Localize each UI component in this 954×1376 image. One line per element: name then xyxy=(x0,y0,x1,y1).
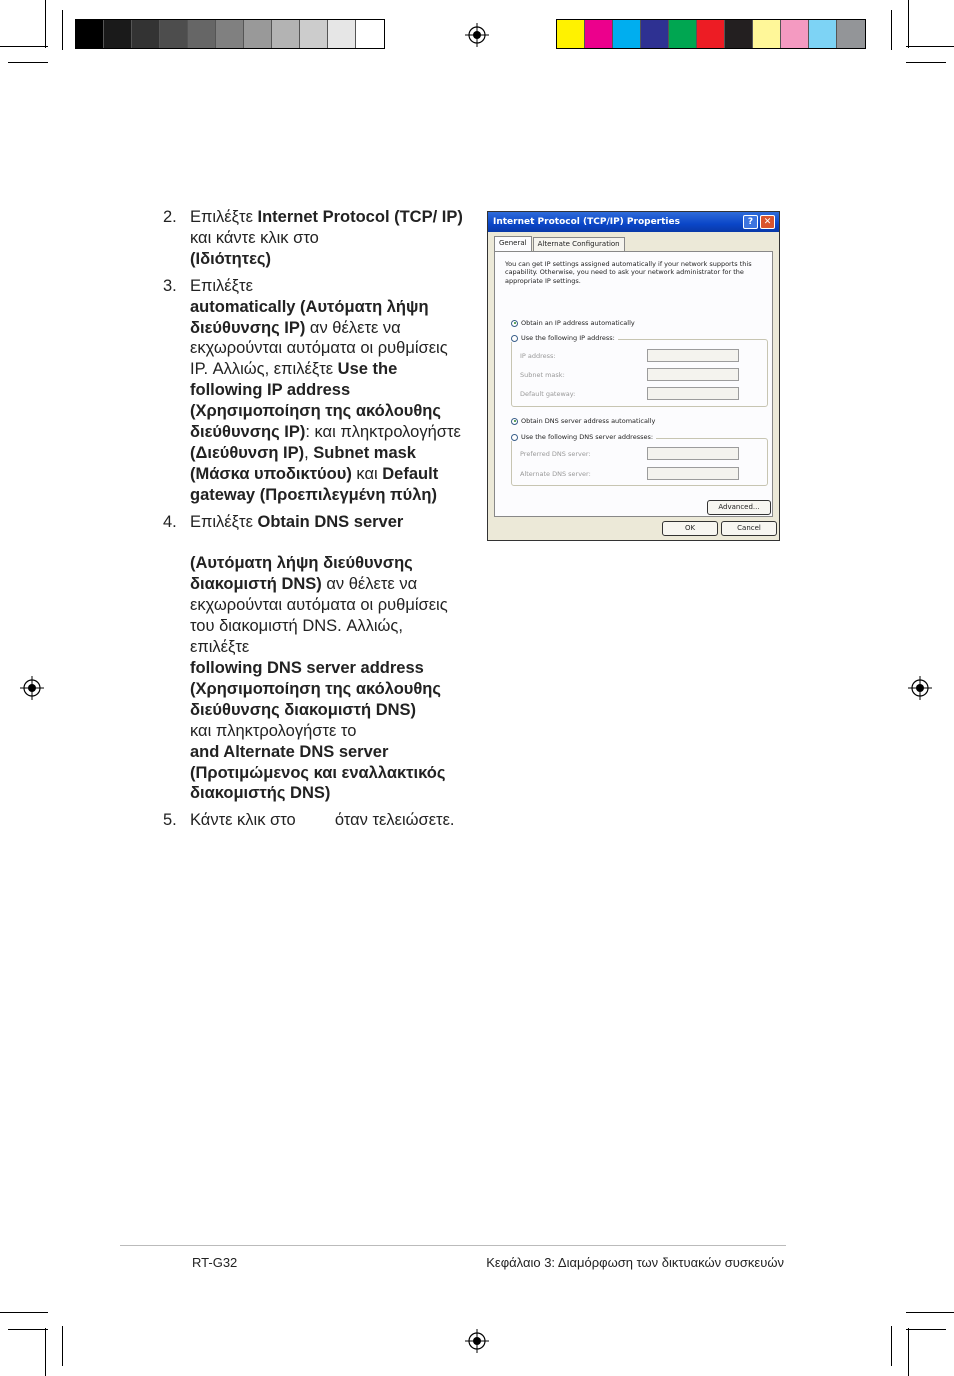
radio-selected-icon xyxy=(511,418,518,425)
step-number: 5. xyxy=(163,811,177,830)
crop-mark xyxy=(891,10,892,50)
crop-mark xyxy=(8,62,48,63)
registration-mark-icon xyxy=(908,676,932,700)
obtain-ip-auto-radio[interactable] xyxy=(511,319,635,327)
step-text: : και πληκτρολογήστε xyxy=(305,423,461,442)
radio-label: Obtain DNS server address automatically xyxy=(521,417,656,425)
step-text: αν θέλετε να εκχωρούνται αυτόματα οι ρυθμίσεις του διακομιστή DNS. Αλλιώς, επιλέξτε xyxy=(190,575,448,657)
subnet-mask-label: Subnet mask: xyxy=(520,371,565,379)
color-swatch xyxy=(244,20,272,48)
step-text: και xyxy=(351,464,383,483)
step-emphasis: Obtain DNS server xyxy=(257,512,404,531)
footer-divider xyxy=(120,1245,786,1246)
step-emphasis: (Αυτόματη λήψη διεύθυνσης διακομιστή DNS) xyxy=(190,554,413,594)
color-swatch xyxy=(753,20,781,48)
ip-address-field[interactable] xyxy=(647,349,739,362)
registration-mark-icon xyxy=(465,23,489,47)
crop-mark xyxy=(891,1326,892,1366)
use-following-dns-radio[interactable] xyxy=(511,433,656,441)
panel-description: You can get IP settings assigned automatically if your network supports this capability. Otherwise, you need to ask your network administrator for the appropriate IP settings. xyxy=(505,260,752,285)
crop-mark xyxy=(906,1312,954,1313)
crop-mark xyxy=(906,46,954,47)
step-text: όταν τελειώσετε. xyxy=(334,811,455,830)
preferred-dns-field[interactable] xyxy=(647,447,739,460)
registration-mark-icon xyxy=(465,1329,489,1353)
color-swatch xyxy=(132,20,160,48)
step-emphasis: Subnet mask (Μάσκα υποδικτύου) xyxy=(190,443,416,483)
step-emphasis: Default gateway (Προεπιλεγμένη πύλη) xyxy=(190,464,439,504)
crop-mark xyxy=(0,46,48,47)
color-swatch xyxy=(76,20,104,48)
cancel-button[interactable]: Cancel xyxy=(721,521,777,536)
grayscale-swatch-bar xyxy=(75,19,385,49)
ip-address-label: IP address: xyxy=(520,352,556,360)
alternate-dns-label: Alternate DNS server: xyxy=(520,470,591,478)
radio-selected-icon xyxy=(511,320,518,327)
step-3 xyxy=(163,276,463,506)
crop-mark xyxy=(908,1328,909,1376)
color-swatch xyxy=(781,20,809,48)
radio-label: Use the following IP address: xyxy=(521,334,615,342)
step-number: 4. xyxy=(163,512,177,531)
dialog-title: Internet Protocol (TCP/IP) Properties xyxy=(493,217,680,227)
step-emphasis: (Διεύθυνση IP) xyxy=(190,443,305,462)
crop-mark xyxy=(8,1329,48,1330)
step-emphasis: Internet Protocol (TCP/ IP) xyxy=(257,208,463,226)
footer-chapter: Κεφάλαιο 3: Διαμόρφωση των δικτυακών συσκευών xyxy=(486,1255,784,1270)
tab-alternate-configuration[interactable]: Alternate Configuration xyxy=(533,237,625,252)
step-emphasis: automatically (Αυτόματη λήψη διεύθυνσης IP) xyxy=(190,297,429,337)
preferred-dns-label: Preferred DNS server: xyxy=(520,450,591,458)
color-swatch xyxy=(613,20,641,48)
crop-mark xyxy=(45,0,46,48)
crop-mark xyxy=(62,1326,63,1366)
tcpip-properties-dialog xyxy=(487,211,780,541)
color-swatch xyxy=(725,20,753,48)
default-gateway-label: Default gateway: xyxy=(520,390,576,398)
instruction-list xyxy=(163,207,463,837)
crop-mark xyxy=(0,1312,48,1313)
crop-mark xyxy=(62,10,63,50)
general-panel xyxy=(494,251,773,517)
tab-general[interactable]: General xyxy=(494,236,532,251)
advanced-button[interactable]: Advanced... xyxy=(707,500,771,515)
step-text: Επιλέξτε xyxy=(190,512,258,531)
step-number: 2. xyxy=(163,208,177,226)
color-swatch xyxy=(356,20,384,48)
close-icon: ✕ xyxy=(763,217,772,227)
color-swatch xyxy=(160,20,188,48)
obtain-dns-auto-radio[interactable] xyxy=(511,417,655,425)
ok-button[interactable]: OK xyxy=(662,521,718,536)
color-swatch-bar xyxy=(556,19,866,49)
radio-unselected-icon xyxy=(511,434,518,441)
crop-mark xyxy=(906,62,946,63)
step-emphasis: (Ιδιότητες) xyxy=(190,249,272,268)
help-button[interactable] xyxy=(743,215,758,229)
radio-label: Use the following DNS server addresses: xyxy=(521,433,654,441)
step-emphasis: and Alternate DNS server (Προτιμώμενος και εναλλακτικός διακομιστής DNS) xyxy=(190,742,446,803)
color-swatch xyxy=(216,20,244,48)
registration-mark-icon xyxy=(20,676,44,700)
step-text: Κάντε κλικ στο xyxy=(190,811,296,830)
step-emphasis: Use the following IP address (Χρησιμοποίηση της ακόλουθης διεύθυνσης IP) xyxy=(190,360,441,442)
step-text: Επιλέξτε xyxy=(190,276,253,295)
color-swatch xyxy=(669,20,697,48)
subnet-mask-field[interactable] xyxy=(647,368,739,381)
step-text: και πληκτρολογήστε το xyxy=(190,721,357,740)
radio-unselected-icon xyxy=(511,335,518,342)
use-following-ip-radio[interactable] xyxy=(511,334,618,342)
alternate-dns-field[interactable] xyxy=(647,467,739,480)
close-button[interactable] xyxy=(760,215,775,229)
color-swatch xyxy=(697,20,725,48)
step-4 xyxy=(163,512,463,805)
step-text: Επιλέξτε xyxy=(190,208,258,226)
step-emphasis: following DNS server address (Χρησιμοποίηση της ακόλουθης διεύθυνσης διακομιστή DNS) xyxy=(190,659,441,719)
color-swatch xyxy=(104,20,132,48)
step-number: 3. xyxy=(163,276,177,295)
color-swatch xyxy=(837,20,865,48)
step-5 xyxy=(163,810,463,831)
color-swatch xyxy=(272,20,300,48)
default-gateway-field[interactable] xyxy=(647,387,739,400)
dialog-title-bar xyxy=(488,212,779,232)
step-text: , xyxy=(304,443,314,462)
color-swatch xyxy=(328,20,356,48)
step-text: αν θέλετε να εκχωρούνται αυτόματα οι ρυθμίσεις IP. Αλλιώς, επιλέξτε xyxy=(190,318,448,379)
crop-mark xyxy=(908,0,909,48)
color-swatch xyxy=(809,20,837,48)
footer-model: RT-G32 xyxy=(192,1255,238,1270)
color-swatch xyxy=(300,20,328,48)
color-swatch xyxy=(557,20,585,48)
step-2 xyxy=(163,207,463,270)
color-swatch xyxy=(188,20,216,48)
color-swatch xyxy=(641,20,669,48)
step-text: και κάντε κλικ στο xyxy=(190,228,319,247)
help-icon: ? xyxy=(747,217,754,227)
crop-mark xyxy=(906,1329,946,1330)
radio-label: Obtain an IP address automatically xyxy=(521,319,635,327)
crop-mark xyxy=(45,1328,46,1376)
tab-strip xyxy=(494,237,626,252)
color-swatch xyxy=(585,20,613,48)
